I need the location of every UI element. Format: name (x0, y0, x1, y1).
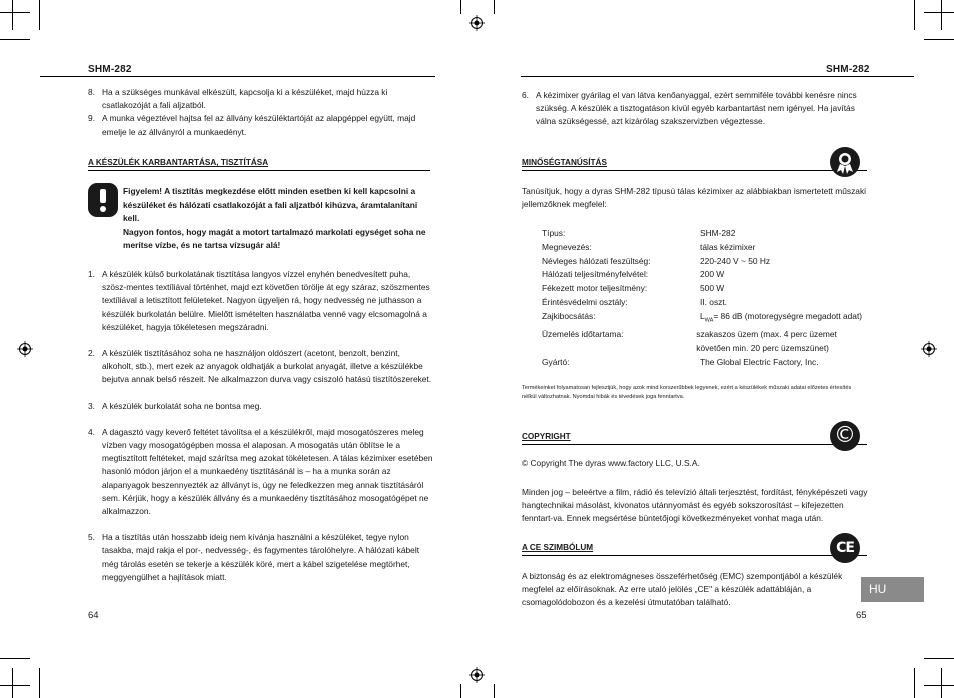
maintenance-section-title: A KÉSZÜLÉK KARBANTARTÁSA, TISZTÍTÁSA (88, 158, 269, 167)
spec-row: Megnevezés: tálas kézimixer (542, 241, 756, 252)
registration-mark-icon (469, 667, 485, 683)
copyright-icon: © (830, 421, 860, 451)
left-header-rule (40, 76, 435, 77)
language-tab: HU (861, 577, 924, 602)
left-page-number: 64 (88, 610, 99, 621)
disclaimer-text: Termékeinket folyamatosan fejlesztjük, hogy azok mind korszerűbbek legyenek, ezért a készülékek műszaki adatai előzetes értesítés nélkül változhatnak. Nyomdai hibák és tévedések joga fenntartva. (522, 385, 852, 400)
ce-section-title: A CE SZIMBÓLUM (522, 543, 594, 552)
ce-text: A biztonság és az elektromágneses összeférhetőség (EMC) szempontjából a készülék megfelel az előírásoknak. Az erre utaló jelölés „CE" a készülék adattábláján, a csomagolódobozon és a kezelési útmutatóban található. (522, 571, 843, 608)
quality-intro: Tanúsítjuk, hogy a dyras SHM-282 típusú tálas kézimixer az alábbiakban ismertetett műszaki jellemzőknek megfelel: (522, 186, 866, 210)
left-page-header: SHM-282 (88, 64, 132, 75)
quality-section-rule (522, 170, 867, 171)
quality-section-title: MINŐSÉGTANÚSÍTÁS (522, 158, 607, 167)
list-item: 2. A készülék tisztításához soha ne használjon oldószert (acetont, benzolt, benzint, alkoholt, stb.), mert ezek az anyagok oldhatják a burkolat anyagát, illetve a készülékbe bejutva annak belső részeit. Ne alkalmazzon durva vagy csiszoló hatású tisztítószereket. (88, 348, 432, 385)
spec-row: Üzemelés időtartama: szakaszos üzem (max. 4 perc üzemet követően min. 20 perc üzemszünet) (542, 329, 837, 354)
right-page-header: SHM-282 (826, 64, 870, 75)
list-item: 8. Ha a szükséges munkával elkészült, kapcsolja ki a készüléket, majd húzza ki csatlakozóját a fali aljzatból. (88, 87, 388, 111)
registration-mark-icon (921, 341, 937, 357)
list-item: 6. A kézimixer gyárilag el van látva kenőanyaggal, ezért semmiféle további kenésre nincs szükség. A készülék a tisztogatáson kívül egyéb karbantartást nem igényel. Ha javítás válna szükségessé, azt kizárólag szakszervizben végeztesse. (522, 90, 857, 127)
spec-row: Hálózati teljesítményfelvétel: 200 W (542, 269, 725, 280)
registration-mark-icon (17, 341, 33, 357)
list-item: 3. A készülék burkolatát soha ne bontsa meg. (88, 400, 262, 411)
right-page-number: 65 (856, 610, 867, 621)
list-item: 1. A készülék külső burkolatának tisztítása langyos vízzel enyhén benedvesített puha, szösz-mentes textíliával történhet, majd ezt követően törölje át egy száraz, szöszmentes textíliával a letisztított felületeket. Nagyon ügyeljen rá, hogy nedvesség ne juthasson a készülék burkolatán belülre. Mielőtt ismételten használatba venné vagy elcsomagolná a készüléket, hagyja tökéletesen megszáradni. (88, 269, 430, 332)
copyright-section-title: COPYRIGHT (522, 432, 571, 441)
spec-row: Névleges hálózati feszültség: 220-240 V ~ 50 Hz (542, 255, 771, 266)
list-item: 4. A dagasztó vagy keverő feltétet távolítsa el a készülékről, majd mosogatószeres meleg vízben vagy mosogatógépben mossa el alaposan. A mosogatás után öblítse le a megtisztított feltéteket, majd szárítsa meg azokat tökéletesen. A tálas kézimixer esetében hasonló módon járjon el a munkaedény tisztításánál is – ha a munka során az alapanyagok beszennyezték az állványt is, úgy ne feledkezzen meg annak tisztításáról sem. Kérjük, hogy a készülék állvány és a munkaedény tisztításához mosogatógépet ne alkalmazzon. (88, 426, 433, 517)
maintenance-section-rule (88, 170, 430, 171)
spec-table (542, 227, 872, 370)
quality-seal-icon (830, 147, 860, 177)
maintenance-list (88, 268, 433, 584)
right-item-6 (522, 89, 867, 129)
ce-mark-icon: CE (830, 533, 860, 563)
copyright-section-rule (522, 444, 867, 445)
warning-line-2: Nagyon fontos, hogy magát a motort tartalmazó markolati egységet soha ne merítse vízbe, és ne tartsa vízsugár alá! (123, 226, 426, 251)
copyright-text: Minden jog – beleértve a film, rádió és televízió általi terjesztést, fordítást, fényképészeti vagy hangtechnikai másolást, kivonatos utánnyomást és egyéb sokszorosítást – kifejezetten fenntart-va. Ennek megsértése büntetőjogi következményeket vonhat maga után. (522, 487, 868, 524)
list-item: 9. A munka végeztével hajtsa fel az állvány készüléktartóját az alapgéppel együtt, majd emelje le az állványról a munkaedényt. (88, 113, 416, 137)
spec-row: Érintésvédelmi osztály: II. oszt. (542, 296, 727, 307)
warning-line-1: Figyelem! A tisztítás megkezdése előtt minden esetben ki kell kapcsolni a készüléket és hálózati csatlakozóját a fali aljzatból kihúzva, áramtalanítani kell. (123, 186, 418, 224)
spec-row: Típus: SHM-282 (542, 228, 736, 238)
spec-row: Zajkibocsátás: $L_{WA}= 86$ dB (motoregységre megadott adat) (542, 310, 863, 324)
spec-row: Fékezett motor teljesítmény: 500 W (542, 283, 725, 294)
warning-icon (88, 183, 118, 217)
left-intro-list (88, 86, 433, 139)
warning-text (123, 185, 433, 253)
list-item: 5. Ha a tisztítás után hosszabb ideig nem kívánja használni a készüléket, tegye nylon tasakba, majd rakja el por-, nedvesség-, és fagymentes tárolóhelyre. A hálózati kábelt még tárolás esetén se tekerje a készülék köré, mert a kábel szigetelése megtörhet, meggyengülhet a hajlítások miatt. (88, 532, 420, 582)
spec-row: Gyártó: The Global Electric Factory, Inc. (542, 356, 819, 367)
right-header-rule (521, 76, 914, 77)
ce-section-rule (522, 555, 867, 556)
registration-mark-icon (469, 15, 485, 31)
copyright-line: © Copyright The dyras www.factory LLC, U.S.A. (522, 458, 700, 468)
